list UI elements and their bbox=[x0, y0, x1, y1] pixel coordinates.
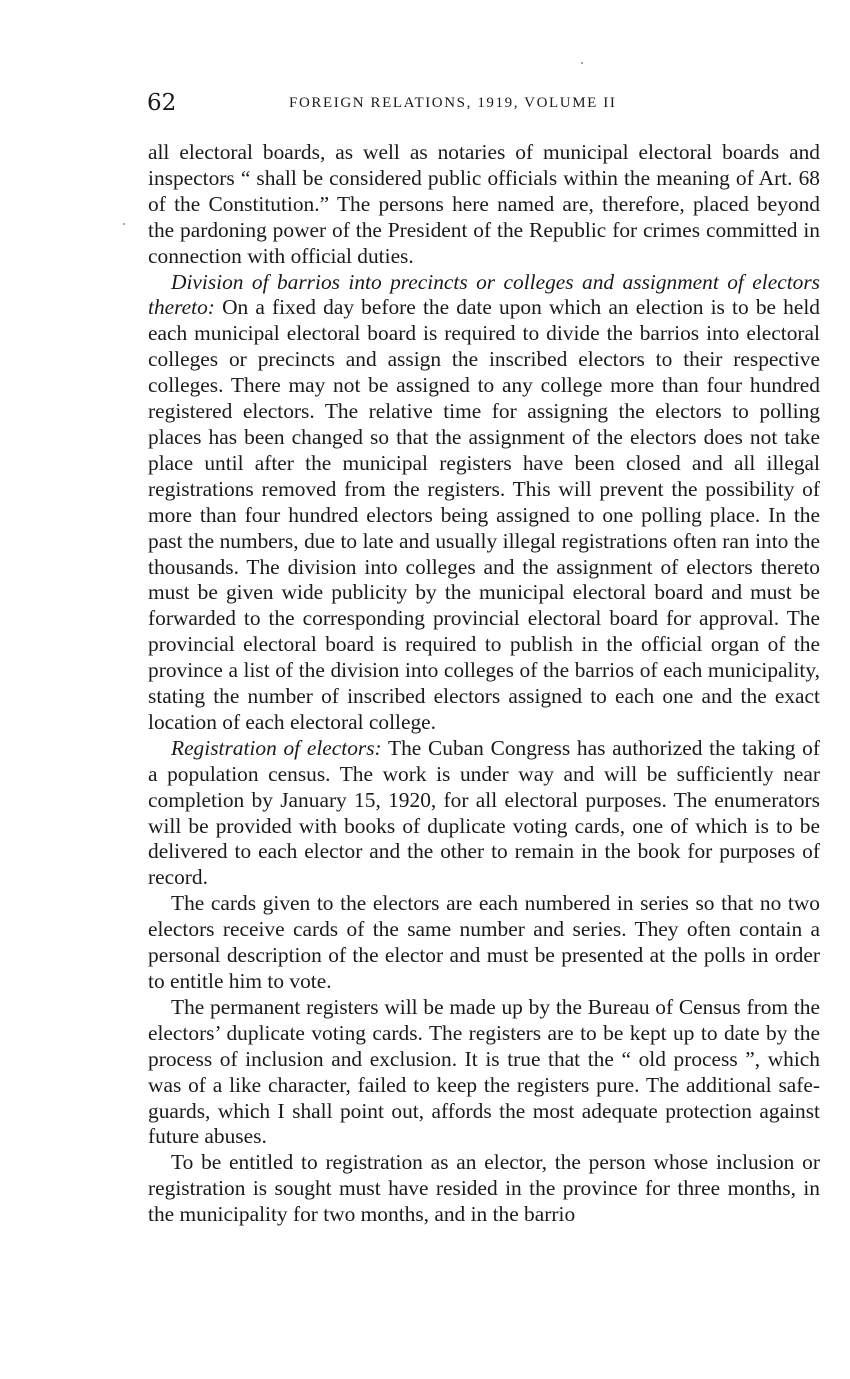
paragraph-text: To be entitled to registration as an elector, the person whose inclusion or registration is sought must have resided in the province for three months, in the municipality for two months, and in the barrio bbox=[148, 1150, 820, 1227]
page-number: 62 bbox=[147, 90, 177, 116]
paragraph-registration bbox=[148, 736, 820, 891]
paragraph-text: The cards given to the electors are each numbered in series so that no two electors receive cards of the same number and series. They often contain a personal description of the elector and must be presented at the polls in order to entitle him to vote. bbox=[148, 891, 820, 993]
paragraph-continuation bbox=[148, 140, 820, 270]
stray-dot-mark bbox=[123, 223, 125, 225]
section-heading-precincts: Division of barrios into precincts or colleges and assignment of electors thereto: bbox=[148, 269, 820, 320]
paragraph-text: all electoral boards, as well as notaries of municipal electoral boards and inspectors “ shall be considered public officials within the meaning of Art. 68 of the Constitution.” The persons here named are, therefore, placed beyond the pardoning power of the President of the Republic for crimes committed in connection with official duties. bbox=[148, 140, 820, 268]
running-title: FOREIGN RELATIONS, 1919, VOLUME II bbox=[289, 95, 617, 111]
paragraph-text: The permanent registers will be made up by the Bureau of Census from the electors’ duplicate voting cards. The registers are to be kept up to date by the process of inclusion and exclusion. It is true that the “ old process ”, which was of a like character, failed to keep the registers pure. The additional safe-guards, which I shall point out, affords the most adequate protection against future abuses. bbox=[148, 994, 820, 1149]
paragraph-cards bbox=[148, 891, 820, 995]
paragraph-text: The Cuban Congress has authorized the taking of a population census. The work is under way and will be sufficiently near completion by January 15, 1920, for all electoral purposes. The enumerators will be provided with books of duplicate voting cards, one of which is to be delivered to each elector and the other to remain in the book for purposes of record. bbox=[148, 735, 820, 890]
paragraph-precincts bbox=[148, 270, 820, 736]
paragraph-permanent-registers bbox=[148, 995, 820, 1150]
body-text bbox=[148, 140, 820, 1228]
paragraph-entitlement bbox=[148, 1150, 820, 1228]
page-header bbox=[147, 88, 820, 118]
section-heading-registration: Registration of electors: bbox=[171, 735, 382, 760]
paragraph-text: On a fixed day before the date upon which an election is to be held each municipal electoral board is required to divide the barrios into electoral colleges or precincts and assign the inscribed electors to their respective colleges. There may not be assigned to any college more than four hundred registered electors. The relative time for assigning the electors to polling places has been changed so that the assignment of the electors does not take place until after the municipal registers have been closed and all illegal registrations removed from the registers. This will prevent the possibility of more than four hundred electors being assigned to one polling place. In the past the numbers, due to late and usually illegal registrations often ran into the thousands. The division into colleges and the assignment of electors thereto must be given wide publicity by the municipal electoral board and must be forwarded to the corresponding provincial electoral board for approval. The provincial electoral board is required to publish in the official organ of the province a list of the division into colleges of the barrios of each municipality, stating the number of inscribed electors assigned to each one and the exact location of each electoral college. bbox=[148, 295, 820, 734]
stray-dot-mark bbox=[581, 62, 583, 64]
